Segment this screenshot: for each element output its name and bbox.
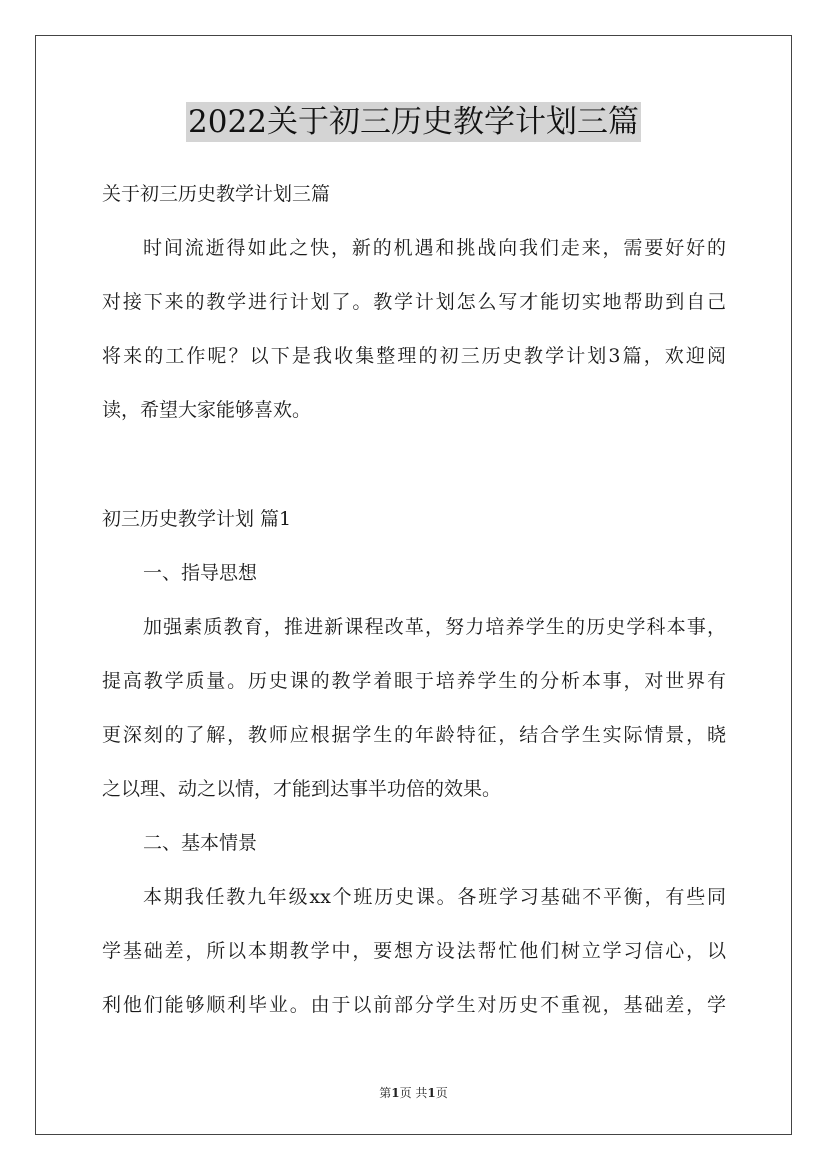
paragraph-line: 学基础差，所以本期教学中，要想方设法帮忙他们树立学习信心，以 [102,940,726,962]
footer-page-number: 1 [391,1086,400,1100]
page-footer [0,1085,827,1101]
section-title: 初三历史教学计划 篇1 [102,508,292,530]
footer-page-total: 1 [427,1086,436,1100]
footer-prefix: 第 [379,1086,392,1100]
intro-line: 读，希望大家能够喜欢。 [102,399,312,421]
heading-basic-situation: 二、基本情景 [143,832,258,854]
paragraph-line: 加强素质教育，推进新课程改革，努力培养学生的历史学科本事， [143,616,726,638]
paragraph-line: 利他们能够顺利毕业。由于以前部分学生对历史不重视，基础差，学 [102,994,726,1016]
paragraph-line: 更深刻的了解，教师应根据学生的年龄特征，结合学生实际情景，晓 [102,724,726,746]
footer-suffix: 页 [435,1086,448,1100]
footer-mid: 页 共 [399,1086,428,1100]
heading-guiding-thought: 一、指导思想 [143,562,258,584]
paragraph-line: 本期我任教九年级xx个班历史课。各班学习基础不平衡，有些同 [143,886,726,908]
document-title: 2022关于初三历史教学计划三篇 [188,104,639,140]
intro-line: 时间流逝得如此之快，新的机遇和挑战向我们走来，需要好好的 [143,237,726,259]
title-container [0,102,827,142]
document-subtitle: 关于初三历史教学计划三篇 [102,183,331,205]
intro-line: 将来的工作呢？以下是我收集整理的初三历史教学计划3篇，欢迎阅 [102,345,726,367]
paragraph-line: 提高教学质量。历史课的教学着眼于培养学生的分析本事，对世界有 [102,670,726,692]
intro-line: 对接下来的教学进行计划了。教学计划怎么写才能切实地帮助到自己 [102,291,726,313]
paragraph-line: 之以理、动之以情，才能到达事半功倍的效果。 [102,778,502,800]
